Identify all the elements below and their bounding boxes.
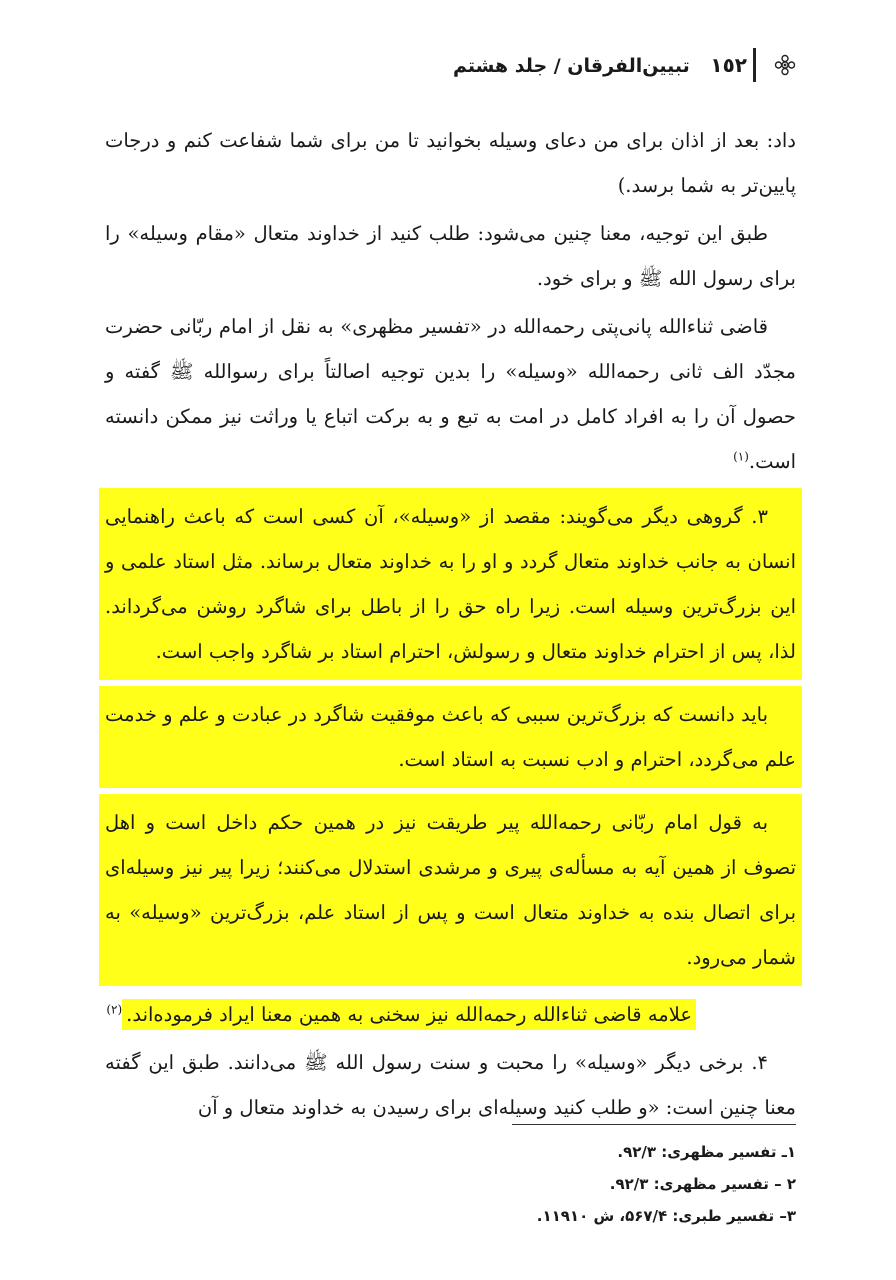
running-head bbox=[453, 53, 747, 77]
paragraph-3-text: قاضی ثناءالله پانی‌پتی رحمه‌الله در «تفسیر مظهری» به نقل از امام ربّانی حضرت مجدّد الف ثانی رحمه‌الله «وسیله» را بدین توجیه اصالتاً برای رسوالله ﷺ گفته و حصول آن را به افراد کامل در امت به تبع و به برکت اتباع یا وراثت نیز ممکن دانسته است. bbox=[105, 315, 796, 473]
paragraph-4-highlighted: ۳. گروهی دیگر می‌گویند: مقصد از «وسیله»، آن کسی است که باعث راهنمایی انسان به جانب خداوند متعال گردد و او را به خداوند متعال برساند. مثل استاد علمی و این بزرگ‌ترین وسیله است. زیرا راه حق را از باطل برای شاگرد روشن می‌گرداند. لذا، پس از احترام خداوند متعال و رسولش، احترام استاد بر شاگرد واجب است. bbox=[99, 488, 802, 680]
paragraph-8 bbox=[105, 1040, 796, 1130]
paragraph-2: طبق این توجیه، معنا چنین می‌شود: طلب کنید از خداوند متعال «مقام وسیله» را برای رسول الله ﷺ و برای خود. bbox=[105, 222, 796, 290]
footnotes bbox=[296, 1136, 796, 1232]
paragraph-8-text: ۴. برخی دیگر «وسیله» را محبت و سنت رسول الله ﷺ می‌دانند. طبق این گفته معنا چنین است: «و طلب کنید وسیله‌ای برای رسیدن به خداوند متعال و آن bbox=[105, 1051, 796, 1119]
footnote-1: ۱ـ تفسیر مظهری: ۹۲/۳. bbox=[617, 1143, 796, 1161]
running-title: تبیین‌الفرقان / جلد هشتم bbox=[452, 55, 690, 77]
page-number: ١٥٢ bbox=[710, 53, 747, 77]
header-divider bbox=[753, 48, 756, 82]
page-header bbox=[453, 48, 796, 82]
paragraph-3 bbox=[105, 304, 796, 484]
paragraph-5-highlighted: باید دانست که بزرگ‌ترین سببی که باعث موفقیت شاگرد در عبادت و علم و خدمت علم می‌گردد، احترام و ادب نسبت به استاد است. bbox=[99, 686, 802, 788]
footnote-ref-1: (۱) bbox=[733, 449, 749, 464]
body-text bbox=[105, 118, 796, 1133]
footnote-divider bbox=[512, 1124, 796, 1125]
flower-ornament-icon bbox=[774, 54, 796, 76]
footnote-ref-2: (۲) bbox=[106, 1002, 123, 1017]
paragraph-6-highlighted: به قول امام ربّانی رحمه‌الله پیر طریقت نیز در همین حکم داخل است و اهل تصوف از همین آیه به مسأله‌ی پیری و مرشدی استدلال می‌کنند؛ زیرا پیر نیز وسیله‌ای برای اتصال بنده به خداوند متعال است و پس از استاد علم، بزرگ‌ترین «وسیله» به شمار می‌رود. bbox=[99, 794, 802, 986]
footnote-2: ۲ – تفسیر مظهری: ۹۲/۳. bbox=[609, 1175, 796, 1193]
paragraph-7-text: علامه قاضی ثناءالله رحمه‌الله نیز سخنی به همین معنا ایراد فرموده‌اند. bbox=[122, 999, 696, 1030]
paragraph-1: داد: بعد از اذان برای من دعای وسیله بخوانید تا من برای شما شفاعت کنم و درجات پایین‌تر به شما برسد.) bbox=[105, 129, 796, 197]
footnote-3: ۳– تفسیر طبری: ۵۶۷/۴، ش ۱۱۹۱۰. bbox=[536, 1207, 796, 1225]
paragraph-7 bbox=[105, 992, 796, 1037]
